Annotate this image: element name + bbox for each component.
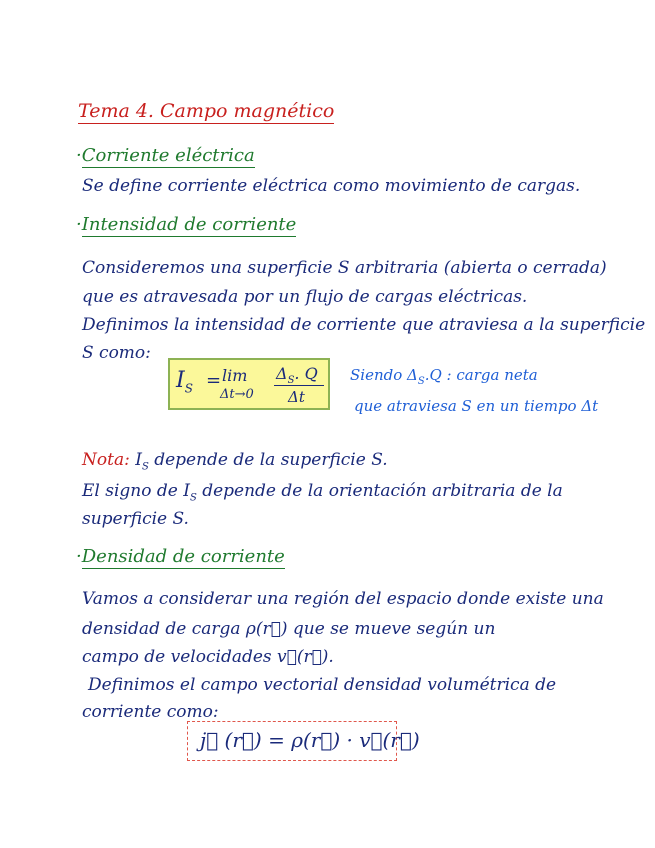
nota-label: Nota: <box>82 450 130 470</box>
fraction-bar <box>274 385 324 386</box>
heading-text: Corriente eléctrica <box>81 145 255 166</box>
page-title-text: Tema 4. Campo magnético <box>78 100 335 122</box>
intensity-formula-box <box>168 358 330 410</box>
formula-lim-under: Δt→0 <box>220 387 254 402</box>
formula-lhs: $I_S$ <box>176 368 193 396</box>
densidad-line-4: Definimos el campo vectorial densidad volumétrica de <box>88 675 557 695</box>
intensidad-line-3: Definimos la intensidad de corriente que atraviesa a la superficie <box>82 315 646 335</box>
section-heading-densidad <box>76 546 285 567</box>
current-density-formula-box <box>187 721 420 761</box>
intensidad-line-2: que es atravesada por un flujo de cargas eléctricas. <box>82 287 528 307</box>
formula-numerator: $\Delta_S$. Q <box>276 364 318 387</box>
bullet: · <box>76 214 82 235</box>
siendo-line-2: que atraviesa S en un tiempo Δt <box>354 397 599 415</box>
formula-lim: lim <box>222 366 248 385</box>
intensidad-line-1: Consideremos una superficie S arbitraria (abierta o cerrada) <box>82 258 607 278</box>
densidad-line-2: densidad de carga ρ(r⃗) que se mueve según un <box>82 619 496 639</box>
bullet: · <box>76 145 82 166</box>
formula-current-density: j⃗ (r⃗) = ρ(r⃗) · v⃗(r⃗) <box>200 728 420 752</box>
heading-text: Densidad de corriente <box>81 546 285 567</box>
nota-line-1: Nota: $I_S$ depende de la superficie S. <box>82 450 388 473</box>
nota-line-2: El signo de $I_S$ depende de la orientación arbitraria de la <box>82 481 563 504</box>
page-title <box>78 100 334 122</box>
densidad-line-1: Vamos a considerar una región del espacio donde existe una <box>82 589 604 609</box>
densidad-line-3: campo de velocidades v⃗(r⃗). <box>82 647 334 667</box>
formula-eq: = <box>206 370 222 391</box>
intensidad-line-4: S como: <box>82 343 151 363</box>
heading-text: Intensidad de corriente <box>81 214 297 235</box>
densidad-line-5: corriente como: <box>82 702 219 722</box>
siendo-line-1: Siendo $\Delta_S.Q$ : carga neta <box>350 366 538 387</box>
nota-line-3: superficie S. <box>82 509 189 529</box>
section-heading-corriente <box>76 145 255 166</box>
formula-denominator: Δt <box>288 388 305 406</box>
bullet: · <box>76 546 82 567</box>
corriente-definition: Se define corriente eléctrica como movimiento de cargas. <box>82 176 581 196</box>
section-heading-intensidad <box>76 214 296 235</box>
